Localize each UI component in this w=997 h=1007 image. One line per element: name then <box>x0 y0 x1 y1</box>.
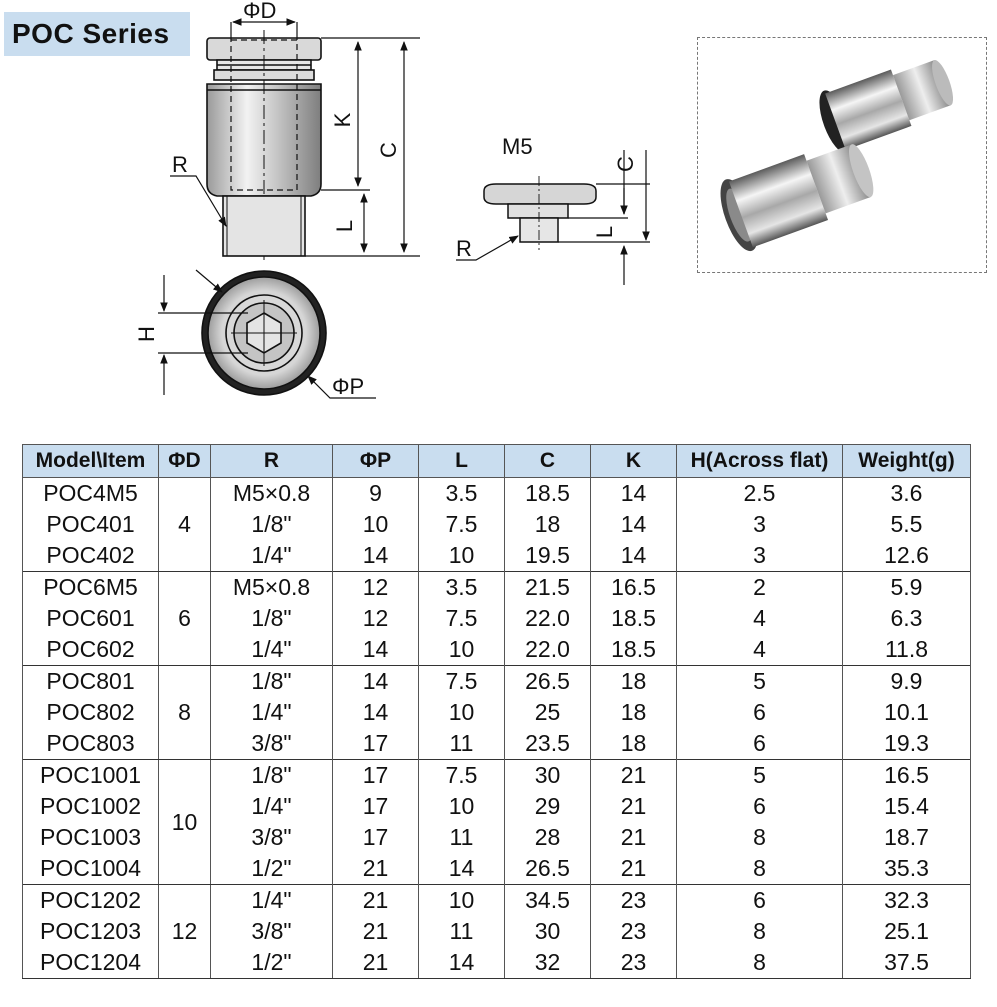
cell-r: 1/4" <box>211 697 333 728</box>
cell-k: 14 <box>591 540 677 572</box>
header-h: H(Across flat) <box>677 445 843 478</box>
cell-l: 3.5 <box>419 478 505 510</box>
m5-view <box>484 176 596 250</box>
cell-model: POC6M5 <box>23 572 159 604</box>
cell-r: 1/4" <box>211 885 333 917</box>
cell-od: 10 <box>159 760 211 885</box>
spec-table <box>22 444 971 979</box>
cell-k: 18 <box>591 666 677 698</box>
cell-r: 1/2" <box>211 947 333 979</box>
label-c: C <box>376 142 401 158</box>
cell-model: POC601 <box>23 603 159 634</box>
cell-model: POC1004 <box>23 853 159 885</box>
cell-model: POC602 <box>23 634 159 666</box>
cell-h: 4 <box>677 634 843 666</box>
table-row <box>23 760 971 792</box>
header-model: Model\Item <box>23 445 159 478</box>
cell-c: 26.5 <box>505 853 591 885</box>
label-r: R <box>172 152 188 177</box>
cell-weight: 35.3 <box>843 853 971 885</box>
cell-h: 3 <box>677 540 843 572</box>
cell-phi-p: 21 <box>333 885 419 917</box>
cell-weight: 19.3 <box>843 728 971 760</box>
product-photo-frame <box>697 37 987 273</box>
cell-l: 11 <box>419 916 505 947</box>
cell-od: 4 <box>159 478 211 572</box>
table-row <box>23 885 971 917</box>
cell-k: 21 <box>591 760 677 792</box>
label-phi-p: ΦP <box>332 374 365 399</box>
end-view <box>202 271 326 395</box>
cell-k: 18 <box>591 728 677 760</box>
cell-k: 14 <box>591 478 677 510</box>
cell-weight: 10.1 <box>843 697 971 728</box>
cell-weight: 9.9 <box>843 666 971 698</box>
cell-phi-p: 21 <box>333 916 419 947</box>
cell-r: 1/8" <box>211 509 333 540</box>
cell-phi-p: 14 <box>333 634 419 666</box>
cell-phi-p: 14 <box>333 540 419 572</box>
cell-c: 18.5 <box>505 478 591 510</box>
cell-od: 6 <box>159 572 211 666</box>
cell-h: 8 <box>677 822 843 853</box>
cell-phi-p: 12 <box>333 603 419 634</box>
cell-r: 1/8" <box>211 666 333 698</box>
cell-h: 8 <box>677 947 843 979</box>
cell-model: POC802 <box>23 697 159 728</box>
cell-phi-p: 10 <box>333 509 419 540</box>
cell-phi-p: 21 <box>333 947 419 979</box>
cell-h: 6 <box>677 728 843 760</box>
cell-phi-p: 14 <box>333 666 419 698</box>
cell-c: 23.5 <box>505 728 591 760</box>
cell-c: 22.0 <box>505 634 591 666</box>
label-m5-r: R <box>456 236 472 261</box>
cell-l: 10 <box>419 540 505 572</box>
fitting-front <box>713 132 882 255</box>
cell-l: 14 <box>419 853 505 885</box>
cell-od: 8 <box>159 666 211 760</box>
cell-model: POC803 <box>23 728 159 760</box>
cell-l: 3.5 <box>419 572 505 604</box>
table-row <box>23 478 971 510</box>
cell-l: 7.5 <box>419 666 505 698</box>
cell-r: 1/8" <box>211 760 333 792</box>
cell-phi-p: 17 <box>333 791 419 822</box>
cell-weight: 37.5 <box>843 947 971 979</box>
series-title: POC Series <box>12 18 170 49</box>
cell-l: 11 <box>419 822 505 853</box>
label-k: K <box>330 112 355 128</box>
cell-c: 19.5 <box>505 540 591 572</box>
cell-l: 7.5 <box>419 603 505 634</box>
cell-weight: 11.8 <box>843 634 971 666</box>
label-m5-c: C <box>613 156 638 172</box>
header-k: K <box>591 445 677 478</box>
cell-k: 21 <box>591 853 677 885</box>
cell-l: 11 <box>419 728 505 760</box>
cell-weight: 3.6 <box>843 478 971 510</box>
cell-r: 3/8" <box>211 822 333 853</box>
cell-phi-p: 9 <box>333 478 419 510</box>
cell-h: 4 <box>677 603 843 634</box>
cell-c: 29 <box>505 791 591 822</box>
cell-c: 22.0 <box>505 603 591 634</box>
fitting-back <box>813 49 961 157</box>
header-phi-p: ΦP <box>333 445 419 478</box>
label-m5-l: L <box>592 225 617 239</box>
cell-phi-p: 17 <box>333 760 419 792</box>
cell-c: 21.5 <box>505 572 591 604</box>
product-photo <box>698 38 985 271</box>
cell-weight: 6.3 <box>843 603 971 634</box>
cell-od: 12 <box>159 885 211 979</box>
cell-r: 1/4" <box>211 634 333 666</box>
cell-k: 18 <box>591 697 677 728</box>
cell-k: 23 <box>591 885 677 917</box>
cell-model: POC401 <box>23 509 159 540</box>
table-row <box>23 572 971 604</box>
cell-r: M5×0.8 <box>211 572 333 604</box>
cell-model: POC1002 <box>23 791 159 822</box>
cell-model: POC801 <box>23 666 159 698</box>
cell-c: 32 <box>505 947 591 979</box>
cell-l: 10 <box>419 634 505 666</box>
cell-h: 6 <box>677 791 843 822</box>
cell-r: 1/8" <box>211 603 333 634</box>
cell-phi-p: 12 <box>333 572 419 604</box>
header-weight: Weight(g) <box>843 445 971 478</box>
cell-c: 30 <box>505 916 591 947</box>
cell-weight: 5.9 <box>843 572 971 604</box>
cell-model: POC1204 <box>23 947 159 979</box>
cell-k: 23 <box>591 947 677 979</box>
cell-r: 1/4" <box>211 540 333 572</box>
cell-r: M5×0.8 <box>211 478 333 510</box>
cell-r: 3/8" <box>211 728 333 760</box>
cell-k: 16.5 <box>591 572 677 604</box>
cell-k: 18.5 <box>591 603 677 634</box>
cell-k: 23 <box>591 916 677 947</box>
side-view <box>207 30 321 260</box>
cell-l: 7.5 <box>419 509 505 540</box>
cell-phi-p: 17 <box>333 822 419 853</box>
cell-c: 28 <box>505 822 591 853</box>
cell-weight: 15.4 <box>843 791 971 822</box>
label-phi-d: ΦD <box>243 0 277 23</box>
cell-phi-p: 14 <box>333 697 419 728</box>
cell-k: 14 <box>591 509 677 540</box>
cell-l: 7.5 <box>419 760 505 792</box>
cell-h: 8 <box>677 853 843 885</box>
label-h: H <box>134 326 159 342</box>
cell-c: 26.5 <box>505 666 591 698</box>
cell-l: 10 <box>419 697 505 728</box>
cell-r: 1/4" <box>211 791 333 822</box>
header-l: L <box>419 445 505 478</box>
cell-h: 2 <box>677 572 843 604</box>
cell-model: POC1003 <box>23 822 159 853</box>
cell-model: POC1202 <box>23 885 159 917</box>
cell-weight: 25.1 <box>843 916 971 947</box>
table-row <box>23 666 971 698</box>
cell-model: POC1001 <box>23 760 159 792</box>
cell-h: 5 <box>677 666 843 698</box>
cell-weight: 16.5 <box>843 760 971 792</box>
cell-l: 14 <box>419 947 505 979</box>
table-body <box>23 478 971 979</box>
cell-r: 1/2" <box>211 853 333 885</box>
cell-h: 2.5 <box>677 478 843 510</box>
cell-h: 3 <box>677 509 843 540</box>
label-m5: M5 <box>502 134 533 159</box>
cell-r: 3/8" <box>211 916 333 947</box>
cell-k: 18.5 <box>591 634 677 666</box>
cell-model: POC1203 <box>23 916 159 947</box>
kcl-dimensions <box>305 38 420 256</box>
label-l: L <box>332 219 357 233</box>
cell-c: 30 <box>505 760 591 792</box>
cell-l: 10 <box>419 791 505 822</box>
cell-c: 25 <box>505 697 591 728</box>
cell-model: POC402 <box>23 540 159 572</box>
cell-k: 21 <box>591 822 677 853</box>
cell-model: POC4M5 <box>23 478 159 510</box>
cell-h: 8 <box>677 916 843 947</box>
header-od: ΦD <box>159 445 211 478</box>
cell-k: 21 <box>591 791 677 822</box>
cell-phi-p: 21 <box>333 853 419 885</box>
cell-weight: 32.3 <box>843 885 971 917</box>
cell-weight: 18.7 <box>843 822 971 853</box>
cell-c: 34.5 <box>505 885 591 917</box>
cell-h: 6 <box>677 885 843 917</box>
cell-l: 10 <box>419 885 505 917</box>
table-header-row <box>23 445 971 478</box>
header-r: R <box>211 445 333 478</box>
cell-weight: 5.5 <box>843 509 971 540</box>
cell-h: 6 <box>677 697 843 728</box>
header-c: C <box>505 445 591 478</box>
cell-h: 5 <box>677 760 843 792</box>
cell-phi-p: 17 <box>333 728 419 760</box>
cell-c: 18 <box>505 509 591 540</box>
cell-weight: 12.6 <box>843 540 971 572</box>
